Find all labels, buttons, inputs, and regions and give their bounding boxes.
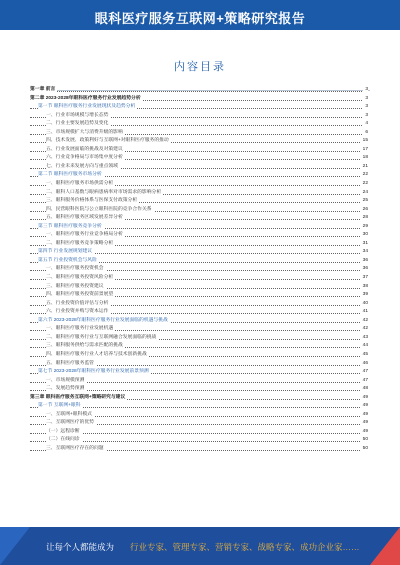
toc-entry-page: 6: [363, 129, 368, 138]
toc-entry[interactable]: [30, 436, 368, 445]
toc-entry-page: 49: [361, 428, 368, 437]
toc-entry-label: 一、眼科医疗服务投资机会: [46, 265, 106, 274]
toc-entry-label: 三、眼科服务价格体系与医保支付政策分析: [46, 197, 139, 206]
toc-entry[interactable]: [30, 291, 368, 300]
toc-entry[interactable]: [30, 154, 368, 163]
toc-entry-page: 46: [361, 360, 368, 369]
toc-entry-page: 24: [361, 189, 368, 198]
toc-entry-page: 42: [361, 317, 368, 326]
toc-entry-page: 49: [361, 419, 368, 428]
toc-entry-page: 3: [363, 95, 368, 104]
toc-entry-page: 28: [361, 214, 368, 223]
toc-entry[interactable]: [30, 223, 368, 232]
toc-entry-page: 49: [361, 411, 368, 420]
toc-entry-label: 一、行业市场规模与增长态势: [46, 112, 110, 121]
toc-entry-label: 三、互联网医疗存在的问题: [46, 445, 106, 454]
toc-entry-label: 五、眼科医疗服务区域发展差异分析: [46, 214, 125, 223]
toc-entry-label: 一、眼科医疗服务市场供需分析: [46, 180, 115, 189]
toc-entry-label: 二、行业主要发展趋势及变化: [46, 120, 110, 129]
toc-entry[interactable]: [30, 214, 368, 223]
footer-corner-decoration: [0, 527, 30, 565]
toc-entry-label: 第三节 眼科医疗服务竞争分析: [38, 223, 104, 232]
toc-entry[interactable]: [30, 206, 368, 215]
toc-entry[interactable]: [30, 231, 368, 240]
toc-entry[interactable]: [30, 197, 368, 206]
toc-entry-label: 第四节 行业发展规划建议: [38, 248, 94, 257]
toc-entry-page: 43: [361, 334, 368, 343]
toc-entry-page: 36: [361, 265, 368, 274]
toc-entry-page: 50: [361, 436, 368, 445]
toc-entry[interactable]: [30, 163, 368, 172]
toc-entry-label: 四、眼科医疗服务投资前景展望: [46, 291, 115, 300]
toc-entry-label: 二、互联网医疗的优势: [46, 419, 96, 428]
toc-entry[interactable]: [30, 360, 368, 369]
footer-banner: [0, 527, 400, 565]
toc-entry[interactable]: [30, 385, 368, 394]
toc-entry-page: 3: [363, 86, 368, 95]
toc-entry[interactable]: [30, 95, 368, 104]
toc-entry-page: 39: [361, 291, 368, 300]
toc-entry-label: （二）在线问诊: [46, 436, 82, 445]
toc-entry-label: 二、眼科医疗服务行业与互联网融合发展面临的挑战: [46, 334, 158, 343]
toc-entry[interactable]: [30, 129, 368, 138]
toc-entry[interactable]: [30, 103, 368, 112]
toc-entry-label: 五、行业发展面临的挑战及对策建议: [46, 146, 125, 155]
toc-entry-label: 第五节 行业投资机会与风险: [38, 257, 99, 266]
toc-entry[interactable]: [30, 112, 368, 121]
toc-entry-label: 一、眼科医疗服务行业竞争格局分析: [46, 231, 125, 240]
toc-entry[interactable]: [30, 325, 368, 334]
toc-entry-label: 六、行业投资并购与资本运作: [46, 308, 110, 317]
toc-entry[interactable]: [30, 240, 368, 249]
toc-entry-page: 3: [363, 112, 368, 121]
toc-entry-label: 四、民营眼科医院与公立眼科医院的竞争合作关系: [46, 206, 154, 215]
toc-entry[interactable]: [30, 137, 368, 146]
toc-entry-label: 第三章 眼科医疗服务互联网+策略研究与建议: [30, 394, 127, 403]
toc-entry-label: （一）远程诊断: [46, 428, 82, 437]
toc-entry-page: 40: [361, 300, 368, 309]
toc-entry[interactable]: [30, 265, 368, 274]
toc-entry-page: 15: [361, 137, 368, 146]
toc-entry-label: 二、眼科医疗服务投资风险分析: [46, 274, 115, 283]
toc-entry-label: 第六节 2023-2028年眼科医疗服务行业发展面临的机遇与挑战: [38, 317, 170, 326]
toc-entry-label: 五、眼科医疗服务监管: [46, 360, 96, 369]
toc-entry[interactable]: [30, 368, 368, 377]
toc-entry[interactable]: [30, 248, 368, 257]
toc-entry-page: 50: [361, 445, 368, 454]
toc-entry-label: 三、眼科医疗服务投资建议: [46, 283, 106, 292]
toc-entry-label: 四、眼科医疗服务行业人才培养与技术创新挑战: [46, 351, 149, 360]
toc-entry-page: 49: [361, 402, 368, 411]
toc-entry-page: 47: [361, 368, 368, 377]
toc-entry-page: 29: [361, 223, 368, 232]
toc-entry-page: 22: [361, 171, 368, 180]
toc-entry-label: 一、市场规模预测: [46, 377, 86, 386]
toc-entry-page: 37: [361, 274, 368, 283]
toc-entry[interactable]: [30, 351, 368, 360]
toc-entry-label: 五、行业投资价值评估与分析: [46, 300, 110, 309]
toc-entry[interactable]: [30, 334, 368, 343]
toc-entry[interactable]: [30, 86, 368, 95]
toc-entry-label: 一、眼科医疗服务行业发展机遇: [46, 325, 115, 334]
toc-entry-page: 31: [361, 240, 368, 249]
toc-entry[interactable]: [30, 308, 368, 317]
toc-entry-label: 四、技术发展、政策利好与互联网+对眼科医疗服务的推动: [46, 137, 171, 146]
document-page: [30, 40, 370, 528]
toc-entry[interactable]: [30, 402, 368, 411]
toc-entry-label: 二、眼科医疗服务竞争策略分析: [46, 240, 115, 249]
toc-heading: 内容目录: [174, 61, 226, 73]
toc-entry-page: 34: [361, 248, 368, 257]
toc-entry-page: 47: [361, 377, 368, 386]
toc-entry[interactable]: [30, 283, 368, 292]
toc-entry-label: 第一节 眼科医疗服务行业发展现状及趋势分析: [38, 103, 137, 112]
footer-slogan-left: 让每个人都能成为: [46, 542, 115, 552]
toc-entry[interactable]: [30, 257, 368, 266]
toc-entry-page: 48: [361, 385, 368, 394]
toc-entry-page: 21: [361, 163, 368, 172]
toc-entry[interactable]: [30, 394, 368, 403]
toc-entry-page: 30: [361, 231, 368, 240]
toc-entry-label: 第一章 前言: [30, 86, 57, 95]
toc-entry[interactable]: [30, 428, 368, 437]
toc-entry-label: 七、行业未来发展方向与重点领域: [46, 163, 120, 172]
toc-entry-page: 17: [361, 146, 368, 155]
document-title: 眼科医疗服务互联网+策略研究报告: [94, 11, 306, 26]
toc-entry-label: 三、眼科服务供给与需求匹配的挑战: [46, 342, 125, 351]
toc-entry-page: 25: [361, 197, 368, 206]
toc-entry-page: 26: [361, 206, 368, 215]
toc-entry-label: 第七节 2023-2028年眼科医疗服务行业发展前景预测: [38, 368, 151, 377]
toc-entry-page: 3: [363, 103, 368, 112]
toc-entry[interactable]: [30, 411, 368, 420]
toc-entry-label: 第一节 互联网+眼科: [38, 402, 83, 411]
table-of-contents: [30, 86, 368, 454]
toc-entry-page: 18: [361, 154, 368, 163]
footer-slogan-right: 行业专家、管理专家、营销专家、战略专家、成功企业家……: [130, 542, 360, 552]
toc-entry-label: 二、发展趋势预测: [46, 385, 86, 394]
toc-entry-page: 44: [361, 342, 368, 351]
header-banner: [0, 0, 400, 30]
toc-entry[interactable]: [30, 342, 368, 351]
toc-entry-page: 41: [361, 308, 368, 317]
toc-leader-dots: [30, 91, 362, 92]
toc-entry[interactable]: [30, 445, 368, 454]
toc-entry[interactable]: [30, 189, 368, 198]
toc-entry[interactable]: [30, 317, 368, 326]
toc-entry-page: 38: [361, 283, 368, 292]
toc-entry-page: 49: [361, 394, 368, 403]
toc-entry[interactable]: [30, 419, 368, 428]
toc-entry-page: 36: [361, 257, 368, 266]
toc-entry-page: 4: [363, 120, 368, 129]
toc-entry-label: 六、行业竞争格局与市场集中度分析: [46, 154, 125, 163]
toc-entry[interactable]: [30, 377, 368, 386]
toc-entry-label: 三、市场规模扩大与消费升级的影响: [46, 129, 125, 138]
toc-entry[interactable]: [30, 171, 368, 180]
toc-entry-label: 第二章 2023-2028年眼科医疗服务行业发展趋势分析: [30, 95, 143, 104]
toc-entry-label: 一、互联网+眼科模式: [46, 411, 94, 420]
toc-entry[interactable]: [30, 274, 368, 283]
toc-entry-page: 45: [361, 351, 368, 360]
footer-corner-decoration: [370, 527, 400, 565]
toc-entry-label: 第二节 眼科医疗服务市场分析: [38, 171, 104, 180]
toc-entry-label: 二、眼科人口基数与眼病患病率对市场需求的影响分析: [46, 189, 163, 198]
toc-entry[interactable]: [30, 120, 368, 129]
toc-entry-page: 42: [361, 325, 368, 334]
toc-entry[interactable]: [30, 180, 368, 189]
toc-entry[interactable]: [30, 300, 368, 309]
toc-entry[interactable]: [30, 146, 368, 155]
toc-entry-page: 22: [361, 180, 368, 189]
